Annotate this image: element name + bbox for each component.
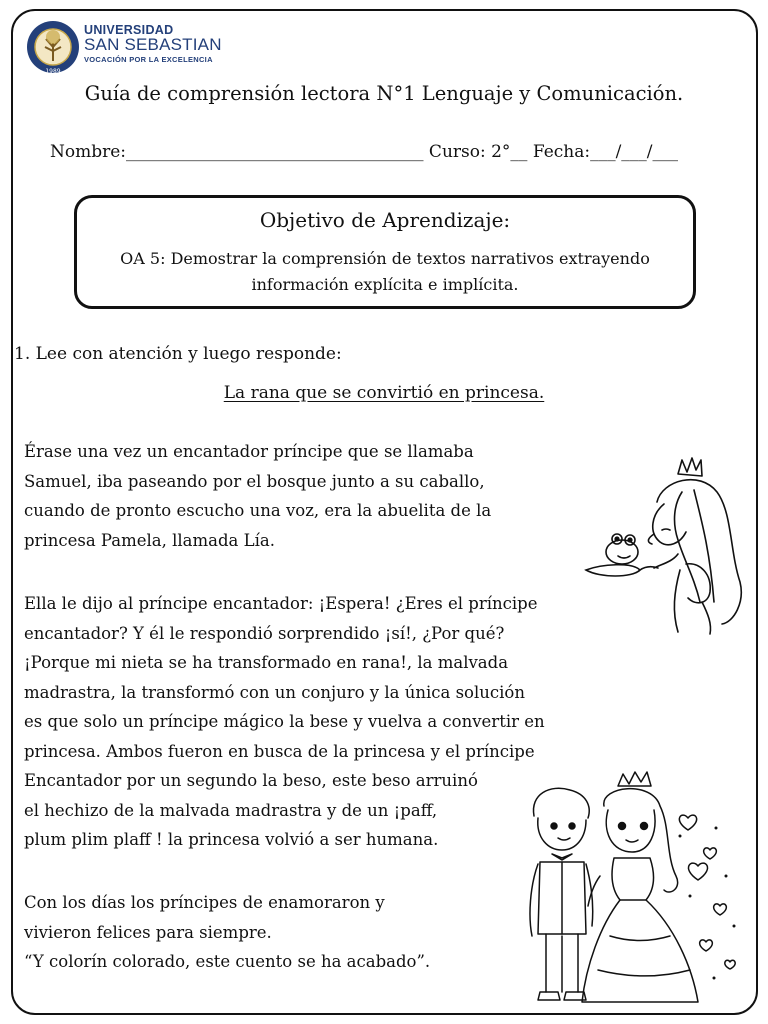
- svg-text:1989: 1989: [45, 68, 61, 75]
- university-logo: [26, 17, 226, 77]
- story-line: Ella le dijo al príncipe encantador: ¡Espera! ¿Eres el príncipe: [24, 594, 538, 613]
- objective-box: [74, 195, 696, 309]
- story-paragraph-3: [24, 888, 430, 977]
- story-paragraph-2: [24, 589, 545, 855]
- story-line: madrastra, la transformó con un conjuro y la única solución: [24, 682, 525, 702]
- objective-title: Objetivo de Aprendizaje:: [259, 208, 511, 232]
- story-line: cuando de pronto escucho una voz, era la abuelita de la: [24, 501, 492, 520]
- objective-text: OA 5: Demostrar la comprensión de textos narrativos extrayendo información explícita e implícita.: [120, 249, 650, 294]
- question-instruction: 1. Lee con atención y luego responde:: [14, 344, 342, 364]
- story-paragraph-1: [24, 437, 491, 555]
- logo-line-1: UNIVERSIDAD: [84, 23, 174, 37]
- story-line: princesa. Ambos fueron en busca de la princesa y el príncipe: [24, 741, 535, 761]
- story-line: “Y colorín colorado, este cuento se ha acabado”.: [24, 952, 431, 971]
- story-line: ¡Porque mi nieta se ha transformado en rana!, la malvada: [24, 653, 509, 672]
- story-line: el hechizo de la malvada madrastra y de un ¡paff,: [24, 800, 438, 820]
- story-line: Samuel, iba paseando por el bosque junto a su caballo,: [24, 471, 485, 491]
- prince-princess-illustration: [520, 766, 748, 1016]
- story-line: vivieron felices para siempre.: [24, 922, 272, 942]
- university-seal-icon: [26, 17, 80, 77]
- crown-icon: [618, 772, 651, 786]
- logo-tagline: VOCACIÓN POR LA EXCELENCIA: [84, 55, 213, 64]
- story-line: plum plim plaff ! la princesa volvió a ser humana.: [24, 830, 439, 849]
- story-line: Encantador por un segundo la beso, este beso arruinó: [24, 771, 478, 790]
- bowtie-icon: [552, 854, 572, 860]
- crown-icon: [678, 458, 702, 476]
- worksheet-title: Guía de comprensión lectora N°1 Lenguaje y Comunicación.: [84, 82, 684, 105]
- story-title: La rana que se convirtió en princesa.: [223, 383, 545, 403]
- story-line: es que solo un príncipe mágico la bese y vuelva a convertir en: [24, 712, 545, 731]
- princess-frog-illustration: [582, 452, 747, 637]
- story-line: encantador? Y él le respondió sorprendido ¡sí!, ¿Por qué?: [24, 623, 505, 643]
- frog-icon: [586, 534, 658, 576]
- story-line: Érase una vez un encantador príncipe que se llamaba: [24, 442, 474, 461]
- logo-line-2: SAN SEBASTIAN: [84, 35, 222, 54]
- story-line: princesa Pamela, llamada Lía.: [24, 530, 275, 550]
- story-line: Con los días los príncipes de enamoraron y: [24, 893, 385, 912]
- student-info-fields[interactable]: Nombre:___________________________________ Curso: 2°__ Fecha:___/___/___: [50, 142, 679, 162]
